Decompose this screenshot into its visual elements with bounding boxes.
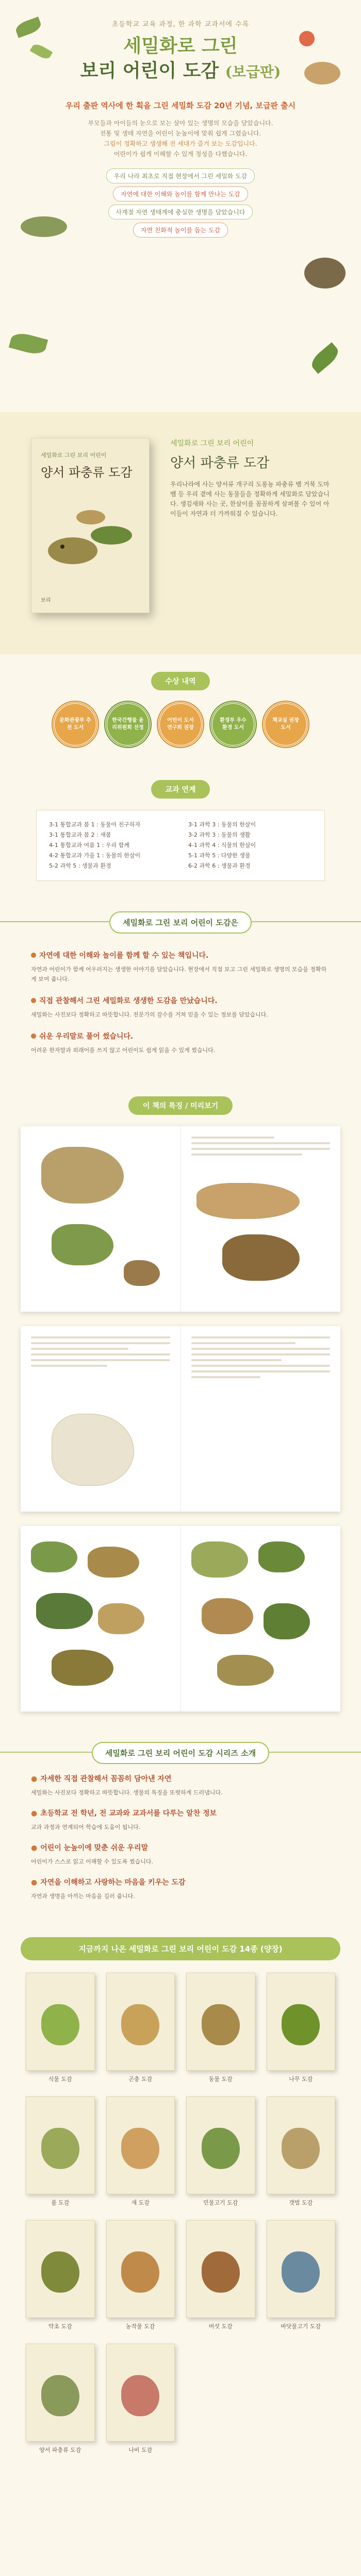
series-item-title-text: 어린이 눈높이에 맞춘 쉬운 우리말 xyxy=(40,1844,149,1852)
recommend-reasons xyxy=(0,938,361,1079)
bullet-icon: ● xyxy=(31,1878,38,1887)
book-cover-item[interactable] xyxy=(106,2220,175,2330)
book-cover-label: 동물 도감 xyxy=(208,2076,233,2082)
cover-illustration xyxy=(41,2375,79,2416)
book-cover-label: 약초 도감 xyxy=(48,2323,72,2330)
text-line xyxy=(191,1359,282,1361)
bullet-icon: ● xyxy=(31,1844,38,1852)
book-cover xyxy=(31,438,150,613)
series-item-title xyxy=(31,1877,330,1887)
features-heading-label: 이 책의 특징 / 미리보기 xyxy=(128,1096,233,1115)
frog-illustration xyxy=(264,1603,310,1639)
cover-illustration xyxy=(121,2004,159,2045)
text-line xyxy=(191,1370,331,1372)
curriculum-item: 5-2 과학 5 : 생물과 환경 xyxy=(49,862,111,869)
hero-pill: 자연 친화적 놀이를 돕는 도감 xyxy=(133,223,228,238)
reason-text: 어려운 한자말과 외래어를 쓰지 않고 어린이도 쉽게 읽을 수 있게 썼습니다. xyxy=(31,1047,216,1054)
book-cover-image xyxy=(267,2220,336,2318)
recommend-heading: 세밀화로 그린 보리 어린이 도감은 xyxy=(109,911,252,934)
series-item-title-text: 자연을 이해하고 사랑하는 마음을 키우는 도감 xyxy=(40,1878,186,1887)
bullet-icon xyxy=(31,998,36,1003)
preview-spread xyxy=(21,1526,340,1711)
book-cover-item[interactable] xyxy=(106,2096,175,2207)
curriculum-item: 3-1 과학 3 : 동물의 한살이 xyxy=(188,821,256,828)
book-cover-label: 민물고기 도감 xyxy=(203,2199,238,2206)
curriculum-item: 6-2 과학 6 : 생물과 환경 xyxy=(188,862,251,869)
series-item-text: 자연과 생명을 아끼는 마음을 길러 줍니다. xyxy=(31,1893,135,1900)
book-cover-image xyxy=(106,2344,175,2442)
series-heading: 세밀화로 그린 보리 어린이 도감 시리즈 소개 xyxy=(92,1742,269,1764)
reason-title xyxy=(31,995,330,1006)
curriculum-box xyxy=(36,810,325,881)
animal-illustration xyxy=(52,1224,113,1265)
series-item-title xyxy=(31,1842,330,1853)
text-line xyxy=(191,1137,275,1139)
book-cover-label: 갯벌 도감 xyxy=(289,2199,313,2206)
features-heading xyxy=(0,1096,361,1115)
book-cover-image xyxy=(106,1973,175,2071)
cover-title: 양서 파충류 도감 xyxy=(41,465,133,480)
book-cover-image xyxy=(186,2220,255,2318)
frog-illustration xyxy=(98,1603,144,1634)
cover-illustration xyxy=(202,2004,240,2045)
books-grid xyxy=(26,1973,335,2454)
hero-paragraph: 부모들과 아이들의 눈으로 보는 살아 있는 생명의 모습을 담았습니다. xyxy=(88,120,273,127)
preview-page xyxy=(21,1526,181,1711)
reason-title xyxy=(31,1031,330,1041)
bullet-icon: ● xyxy=(31,1775,38,1783)
book-cover-label: 풀 도감 xyxy=(51,2199,70,2206)
book-cover-label: 곤충 도감 xyxy=(128,2076,153,2082)
series-item-title-text: 자세한 직접 관찰해서 꼼꼼히 담아낸 자연 xyxy=(40,1775,172,1783)
book-cover-item[interactable] xyxy=(26,1973,95,2083)
curriculum-col-2 xyxy=(188,820,312,871)
curriculum-item: 3-2 과학 3 : 동물의 생활 xyxy=(188,832,251,838)
text-line xyxy=(191,1154,303,1156)
cover-illustration xyxy=(41,2251,79,2293)
book-info xyxy=(170,438,330,629)
preview-page xyxy=(181,1526,341,1711)
curriculum-item: 5-1 과학 5 : 다양한 생물 xyxy=(188,852,251,859)
insect-illustration xyxy=(304,258,346,289)
book-cover-label: 양서 파충류 도감 xyxy=(39,2447,81,2453)
frog-illustration xyxy=(31,1541,77,1572)
book-cover-item[interactable] xyxy=(267,2096,336,2207)
book-cover-image xyxy=(26,1973,95,2071)
curriculum-item: 4-1 과학 4 : 식물의 한살이 xyxy=(188,842,256,849)
book-section xyxy=(0,412,361,654)
hero-pill: 사계절 자연 생태계에 충실한 생명을 담았습니다 xyxy=(108,205,253,219)
book-cover-label: 식물 도감 xyxy=(48,2076,72,2082)
animal-illustration xyxy=(124,1260,160,1286)
hero-pill: 우리 나라 최초로 직접 현장에서 그린 세밀화 도감 xyxy=(106,168,255,183)
book-cover-item[interactable] xyxy=(26,2220,95,2330)
book-cover-item[interactable] xyxy=(186,1973,255,2083)
cover-subtitle: 세밀화로 그린 보리 어린이 xyxy=(41,452,107,459)
curriculum-item: 4-1 통합교과 여름 1 : 우리 함께 xyxy=(49,842,129,849)
leaf-icon xyxy=(308,342,341,374)
curriculum-item: 4-2 통합교과 가을 1 : 동물의 한살이 xyxy=(49,852,141,859)
curriculum-item: 3-1 통합교과 봄 2 : 새봄 xyxy=(49,832,111,838)
book-cover-image xyxy=(106,2220,175,2318)
text-line xyxy=(191,1365,331,1367)
book-cover-label: 농작물 도감 xyxy=(125,2323,155,2330)
reason-title-text: 자연에 대한 이해와 놀이를 함께 할 수 있는 책입니다. xyxy=(39,952,209,960)
series-item-text: 세밀화는 사진보다 정확하고 따뜻합니다. 생물의 특징을 또렷하게 드러냅니다. xyxy=(31,1789,223,1796)
lizard-illustration xyxy=(21,216,67,237)
text-line xyxy=(31,1353,170,1355)
series-item-text: 어린이가 스스로 읽고 이해할 수 있도록 썼습니다. xyxy=(31,1858,153,1865)
book-cover-item[interactable] xyxy=(106,2344,175,2454)
book-description: 우리나라에 사는 양서류 개구리 도롱뇽 파충류 뱀 거북 도마뱀 등 우리 곁에 사는 동물들을 정확하게 세밀화로 담았습니다. 생김새와 사는 곳, 한살이를 꼼꼼하게 살펴볼 수 있어 아이들이 자연과 더 가까워질 수 있습니다. xyxy=(170,481,330,517)
book-cover-item[interactable] xyxy=(186,2096,255,2207)
text-line xyxy=(191,1148,331,1150)
flower-icon xyxy=(299,31,315,46)
animal-illustration xyxy=(41,1147,124,1204)
leaf-icon xyxy=(9,331,48,357)
hero-lead: 우리 출판 역사에 한 획을 그린 세밀화 도감 20년 기념, 보급판 출시 xyxy=(65,101,296,110)
text-line xyxy=(31,1365,107,1367)
preview-page xyxy=(181,1126,341,1312)
series-item-text: 교과 과정과 연계되어 학습에 도움이 됩니다. xyxy=(31,1824,141,1831)
text-line xyxy=(191,1336,331,1338)
cover-illustration xyxy=(282,2128,320,2169)
preview-page xyxy=(21,1126,181,1312)
award-badge: 한국간행물 윤리위원회 선정 xyxy=(105,702,151,747)
book-preview xyxy=(52,1414,134,1486)
curriculum-heading-label: 교과 연계 xyxy=(151,780,210,799)
hero-paragraph: 전통 및 생태 자연을 어린이 눈높이에 맞춰 쉽게 그렸습니다. xyxy=(100,130,261,137)
book-cover-item[interactable] xyxy=(26,2344,95,2454)
bullet-icon xyxy=(31,953,36,958)
book-cover-image xyxy=(26,2096,95,2194)
cover-illustration xyxy=(121,2251,159,2293)
curriculum-item: 3-1 통합교과 봄 1 : 동물아 친구하자 xyxy=(49,821,141,828)
snake-illustration xyxy=(222,1234,300,1281)
book-cover-label: 나무 도감 xyxy=(289,2076,313,2082)
awards-list xyxy=(0,702,361,762)
text-line xyxy=(31,1342,170,1344)
cover-illustration xyxy=(41,2004,79,2045)
series-item xyxy=(31,1773,330,1798)
book-cover-item[interactable] xyxy=(186,2220,255,2330)
reason-text: 자연과 어린이가 함께 어우러지는 생생한 이야기를 담았습니다. 현장에서 직접 보고 그린 세밀화로 생명의 모습을 정확하게 보여 줍니다. xyxy=(31,966,327,982)
series-item-title xyxy=(31,1808,330,1818)
frog-illustration xyxy=(36,1593,93,1629)
book-cover-label: 버섯 도감 xyxy=(208,2323,233,2330)
book-cover-label: 새 도감 xyxy=(131,2199,150,2206)
series-item-title xyxy=(31,1773,330,1784)
awards-heading-label: 수상 내역 xyxy=(151,672,210,690)
book-cover-image xyxy=(186,1973,255,2071)
book-cover-item[interactable] xyxy=(267,1973,336,2083)
hero-pill: 자연에 대한 이해와 놀이를 함께 만나는 도감 xyxy=(113,187,248,201)
reason-title-text: 쉬운 우리말로 풀어 썼습니다. xyxy=(39,1032,134,1041)
reason-title-text: 직접 관찰해서 그린 세밀화로 생생한 도감을 만났습니다. xyxy=(39,997,218,1005)
series-item-title-text: 초등학교 전 학년, 전 교과와 교과서를 다루는 알찬 정보 xyxy=(40,1809,217,1818)
cover-illustration xyxy=(41,2128,79,2169)
cover-illustration xyxy=(121,2128,159,2169)
series-item xyxy=(31,1877,330,1901)
cover-publisher: 보리 xyxy=(41,598,51,603)
hero-paragraphs xyxy=(0,118,361,159)
award-badge: 책교실 권장 도서 xyxy=(263,702,308,747)
book-cover-image xyxy=(267,1973,336,2071)
book-cover-image xyxy=(106,2096,175,2194)
book-cover-item[interactable] xyxy=(106,1973,175,2083)
series-item xyxy=(31,1808,330,1832)
frog-illustration xyxy=(258,1541,305,1572)
frog-illustration xyxy=(217,1655,274,1686)
award-badge: 문화관광부 추천 도서 xyxy=(53,702,98,747)
book-cover-image xyxy=(267,2096,336,2194)
preview-page xyxy=(181,1326,341,1512)
book-cover-image xyxy=(26,2220,95,2318)
text-line xyxy=(191,1348,331,1350)
awards-heading xyxy=(0,672,361,690)
text-line xyxy=(31,1336,170,1338)
award-badge: 어린이 도서 연구회 권장 xyxy=(158,702,203,747)
book-cover-image xyxy=(186,2096,255,2194)
preview-spread xyxy=(21,1126,340,1312)
cover-illustration xyxy=(121,2375,159,2416)
book-cover-label: 나비 도감 xyxy=(128,2447,153,2453)
frog-illustration xyxy=(88,1547,139,1578)
series-band xyxy=(0,1737,361,1768)
frog-illustration xyxy=(202,1598,253,1634)
recommend-band xyxy=(0,907,361,938)
reason-title xyxy=(31,950,330,960)
text-line xyxy=(31,1359,170,1361)
hero-paragraph: 어린이가 쉽게 이해할 수 있게 정성을 다했습니다. xyxy=(113,150,248,158)
edition-label: (보급판) xyxy=(225,63,281,80)
cover-illustration xyxy=(202,2251,240,2293)
text-line xyxy=(191,1353,331,1355)
hero-paragraph: 그림이 정확하고 생생해 전 세대가 즐겨 보는 도감입니다. xyxy=(104,140,257,147)
preview-spread xyxy=(21,1326,340,1512)
text-line xyxy=(191,1142,331,1144)
title-line-2: 보리 어린이 도감 xyxy=(80,60,219,81)
bird-illustration xyxy=(304,62,340,84)
cover-illustration xyxy=(282,2251,320,2293)
cover-illustration xyxy=(282,2004,320,2045)
reason-text: 세밀화는 사진보다 정확하고 따뜻합니다. 전문가의 감수를 거쳐 믿을 수 있는 정보를 담았습니다. xyxy=(31,1011,268,1018)
bullet-icon: ● xyxy=(31,1809,38,1818)
bullet-icon xyxy=(31,1033,36,1039)
book-series: 세밀화로 그린 보리 어린이 xyxy=(170,439,254,448)
hero-section xyxy=(0,0,361,412)
curriculum-col-1 xyxy=(49,820,173,871)
text-line xyxy=(191,1376,261,1378)
hero-top-note: 초등학교 교육 과정, 한 과학 교과서에 수록 xyxy=(111,21,250,28)
book-cover-label: 바닷물고기 도감 xyxy=(281,2323,321,2330)
award-badge: 환경부 우수 환경 도서 xyxy=(210,702,256,747)
books-grid-heading: 지금까지 나온 세밀화로 그린 보리 어린이 도감 14종 (양장) xyxy=(21,1937,340,1960)
book-cover-item[interactable] xyxy=(267,2220,336,2330)
reason-item xyxy=(31,1031,330,1055)
book-cover-image xyxy=(26,2344,95,2442)
text-line xyxy=(31,1348,128,1350)
frog-illustration xyxy=(52,1650,113,1686)
reason-item xyxy=(31,995,330,1020)
cover-illustration xyxy=(202,2128,240,2169)
preview-page xyxy=(21,1326,181,1512)
snake-illustration xyxy=(196,1183,300,1219)
book-cover-item[interactable] xyxy=(26,2096,95,2207)
series-intro xyxy=(0,1768,361,1922)
reason-item xyxy=(31,950,330,984)
book-name: 양서 파충류 도감 xyxy=(170,455,270,471)
cover-illustration xyxy=(42,499,140,577)
text-line xyxy=(191,1342,296,1344)
frog-illustration xyxy=(191,1541,248,1578)
series-item xyxy=(31,1842,330,1867)
title-line-1: 세밀화로 그린 xyxy=(123,35,238,57)
curriculum-heading xyxy=(0,780,361,799)
